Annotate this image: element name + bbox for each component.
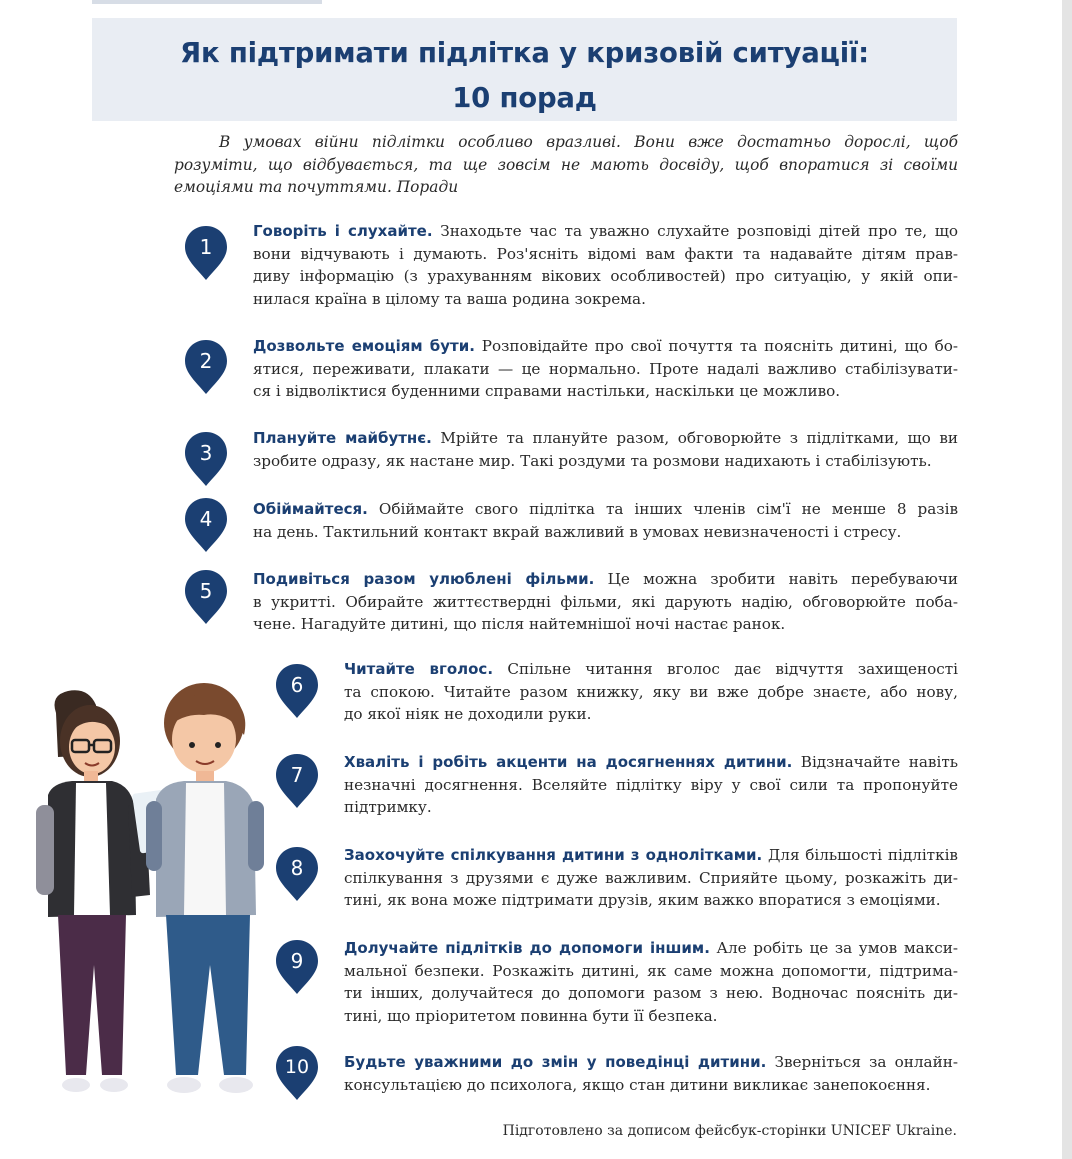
tip-paragraph xyxy=(344,1051,958,1096)
tip-body-text: Для більшості підлітків xyxy=(762,846,958,864)
tip-line xyxy=(253,427,958,450)
tip-number: 5 xyxy=(199,579,213,603)
tip-number-pin xyxy=(274,938,320,996)
tip-line xyxy=(253,243,958,266)
tip-body-text: вони відчувають і думають. Роз'ясніть відомі вам факти та надавайте дітям прав- xyxy=(253,244,958,263)
tip-title: Долучайте підлітків до допомоги іншим. xyxy=(344,939,710,957)
tip-number: 7 xyxy=(290,763,304,787)
tip-number: 9 xyxy=(290,949,304,973)
tip-number-pin xyxy=(274,845,320,903)
tip-number: 3 xyxy=(199,441,213,465)
tip-line xyxy=(253,335,958,358)
tip-body-text: Знаходьте час та уважно слухайте розповіді дітей про те, що xyxy=(432,222,958,240)
tip-paragraph xyxy=(253,568,958,636)
tip-title: Дозвольте емоціям бути. xyxy=(253,337,475,355)
tip-body-text: в укритті. Обирайте життєствердні фільми, які дарують надію, обговорюйте поба- xyxy=(253,592,958,611)
tip-line xyxy=(344,796,958,819)
tip-line xyxy=(344,658,958,681)
tip-line xyxy=(344,960,958,983)
tip-body-text: Розповідайте про свої почуття та поясніть дитині, що бо- xyxy=(474,337,958,355)
tip-paragraph xyxy=(253,498,958,543)
tip-body-text: незначні досягнення. Вселяйте підлітку віру у свої сили та пропонуйте xyxy=(344,775,958,794)
tip-line xyxy=(253,498,958,521)
top-decor-bar xyxy=(92,0,322,4)
tip-title: Хваліть і робіть акценти на досягненнях дитини. xyxy=(344,753,793,771)
tip-body-text: тині, як вона може підтримати друзів, яким важко впоратися з емоціями. xyxy=(344,891,941,909)
tip-number-pin xyxy=(183,430,229,488)
tip-number-pin xyxy=(274,662,320,720)
tip-line xyxy=(344,844,958,867)
tip-line xyxy=(344,774,958,797)
tip-body-text: до якої ніяк не доходили руки. xyxy=(344,705,592,723)
tip-title: Плануйте майбутнє. xyxy=(253,429,432,447)
tip-line xyxy=(344,982,958,1005)
tip-number: 4 xyxy=(199,507,213,531)
tip-paragraph xyxy=(253,220,958,310)
tip-title: Обіймайтеся. xyxy=(253,500,368,518)
tip-body-text: тині, що пріоритетом повинна бути її безпека. xyxy=(344,1006,718,1025)
tip-paragraph xyxy=(253,335,958,403)
tip-body-text: диву інформацію (з урахуванням вікових особливостей) про ситуацію, у якій опи- xyxy=(253,267,958,285)
tip-number: 10 xyxy=(284,1056,310,1078)
tip-body-text: на день. Тактильний контакт вкрай важливий в умовах невизначеності і стресу. xyxy=(253,522,902,541)
tip-line xyxy=(344,1051,958,1074)
tip-number-pin xyxy=(274,752,320,810)
boy-figure xyxy=(146,683,264,1093)
tip-paragraph xyxy=(344,844,958,912)
tip-number-pin xyxy=(274,1044,320,1102)
tip-body-text: зробите одразу, як настане мир. Такі роздуми та розмови надихають і стабілізують. xyxy=(253,451,932,470)
tip-line xyxy=(253,521,958,544)
tip-number-pin xyxy=(183,568,229,626)
tip-line xyxy=(253,450,958,473)
footer-credit: Підготовлено за дописом фейсбук-сторінки UNICEF Ukraine. xyxy=(502,1123,957,1139)
tip-body-text: ятися, переживати, плакати — це нормально. Проте надалі важливо стабілізувати- xyxy=(253,359,958,378)
tip-title: Читайте вголос. xyxy=(344,660,494,678)
intro-paragraph: В умовах війни підлітки особливо вразливі. Вони вже достатньо дорослі, щоб розуміти, що відбувається, та ще зовсім не мають досвіду, щоб впоратися зі своїми емоціями та почуттями. Поради xyxy=(174,133,958,196)
tip-body-text: Спільне читання вголос дає відчуття захищеності xyxy=(493,660,958,678)
tip-line xyxy=(344,889,958,912)
tip-body-text: та спокою. Читайте разом книжку, яку ви вже добре знаєте, або нову, xyxy=(344,682,958,701)
page-title xyxy=(92,31,957,121)
tip-line xyxy=(344,937,958,960)
tip-body-text: чене. Нагадуйте дитині, що після найтемнішої ночі настає ранок. xyxy=(253,615,786,633)
tip-title: Будьте уважними до змін у поведінці дитини. xyxy=(344,1053,767,1071)
tip-paragraph xyxy=(344,751,958,819)
tip-line xyxy=(253,380,958,403)
tip-line xyxy=(344,703,958,726)
tip-body-text: ти інших, долучайтеся до допомоги разом з нею. Водночас поясніть ди- xyxy=(344,984,958,1002)
tip-paragraph xyxy=(344,658,958,726)
tip-line xyxy=(253,220,958,243)
tip-line xyxy=(344,681,958,704)
title-line-2: 10 порад xyxy=(452,82,597,114)
tip-number: 1 xyxy=(199,235,213,259)
tip-number: 2 xyxy=(199,349,213,373)
tip-body-text: консультацією до психолога, якщо стан дитини викликає занепокоєння. xyxy=(344,1075,931,1094)
tip-title: Говоріть і слухайте. xyxy=(253,222,433,240)
tip-body-text: мальної безпеки. Розкажіть дитині, як саме можна допомогти, підтрима- xyxy=(344,961,958,980)
tip-number-pin xyxy=(183,338,229,396)
tip-number: 6 xyxy=(290,673,304,697)
tip-line xyxy=(344,1005,958,1028)
tip-title: Подивіться разом улюблені фільми. xyxy=(253,570,595,588)
tip-line xyxy=(253,358,958,381)
tip-body-text: Відзначайте навіть xyxy=(792,753,958,771)
tip-body-text: нилася країна в цілому та ваша родина зокрема. xyxy=(253,289,646,308)
tip-body-text: Але робіть це за умов макси- xyxy=(709,939,958,957)
tip-body-text: Мрійте та плануйте разом, обговорюйте з підлітками, що ви xyxy=(431,429,958,447)
tip-paragraph xyxy=(253,427,958,472)
tip-title: Заохочуйте спілкування дитини з однолітками. xyxy=(344,846,763,864)
tip-line xyxy=(253,613,958,636)
tip-line xyxy=(253,288,958,311)
tip-line xyxy=(344,1074,958,1097)
tip-body-text: ся і відволіктися буденними справами настільки, наскільки це можливо. xyxy=(253,382,841,400)
tip-line xyxy=(344,867,958,890)
tip-line xyxy=(253,568,958,591)
tip-number-pin xyxy=(183,496,229,554)
tip-paragraph xyxy=(344,937,958,1027)
tip-number-pin xyxy=(183,224,229,282)
tip-body-text: підтримку. xyxy=(344,798,432,816)
two-teenagers-illustration xyxy=(28,665,273,1105)
tip-body-text: Обіймайте свого підлітка та інших членів сім'ї не менше 8 разів xyxy=(367,500,958,518)
tip-line xyxy=(344,751,958,774)
tip-body-text: спілкування з друзями є дуже важливим. Сприяйте цьому, розкажіть ди- xyxy=(344,868,958,887)
tip-body-text: Зверніться за онлайн- xyxy=(766,1053,958,1071)
tip-line xyxy=(253,591,958,614)
tip-line xyxy=(253,265,958,288)
tip-body-text: Це можна зробити навіть перебуваючи xyxy=(594,570,958,588)
tip-number: 8 xyxy=(290,856,304,880)
title-line-1: Як підтримати підлітка у кризовій ситуації: xyxy=(180,37,869,69)
